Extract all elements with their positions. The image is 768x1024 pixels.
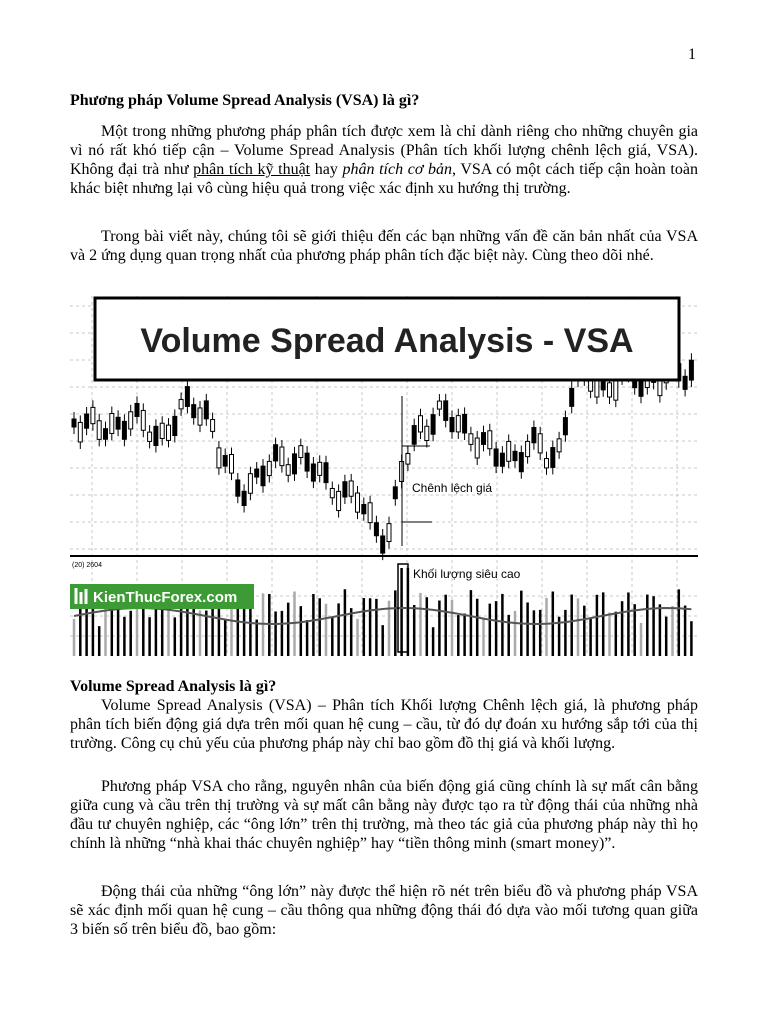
intro-text-c: , VSA có một cách tiếp cận hoàn toàn khác biệt nhưng lại vô cùng hiệu quả trong việc xác định xu hướng thị trường. — [70, 161, 698, 197]
section-paragraph-3: Động thái của những “ông lớn” này được thể hiện rõ nét trên biểu đồ và phương pháp VSA sẽ xác định mối quan hệ cung – cầu thông qua những động thái đó dựa vào mối tương quan giữa 3 biến số trên biểu đồ, bao gồm: — [70, 883, 698, 938]
intro-text-a: Một trong những phương pháp phân tích được xem là chỉ dành riêng cho những chuyên gia vì nó rất khó tiếp cận – Volume Spread Analysis (Phân tích khối lượng chênh lệch giá, VSA). Không đại trà như — [70, 123, 698, 178]
candle — [551, 448, 555, 468]
candle — [299, 446, 303, 458]
candle — [248, 474, 252, 494]
page-title: Phương pháp Volume Spread Analysis (VSA) là gì? — [70, 92, 420, 109]
candle — [135, 403, 139, 416]
candle — [368, 503, 372, 523]
candle — [160, 423, 164, 438]
candle — [261, 466, 265, 486]
candle — [236, 480, 240, 496]
candle — [381, 536, 385, 553]
intro-text-b: hay — [310, 161, 343, 178]
candle — [412, 426, 416, 445]
candle — [475, 438, 479, 458]
candle — [387, 524, 391, 542]
candle — [356, 493, 360, 512]
volume-bars — [74, 568, 691, 656]
candle — [154, 426, 158, 445]
candle — [242, 491, 246, 505]
candle — [639, 380, 643, 396]
candle — [608, 383, 612, 397]
candle — [482, 433, 486, 445]
candle — [223, 456, 227, 467]
page-number: 1 — [688, 46, 696, 63]
section-heading: Volume Spread Analysis là gì? — [70, 678, 277, 695]
indicator-label: (20) 2604 — [72, 562, 102, 569]
candle — [204, 401, 208, 419]
candle — [538, 434, 542, 453]
candle — [230, 454, 234, 473]
intro-paragraph-2: Trong bài viết này, chúng tôi sẽ giới thiệu đến các bạn những vấn đề căn bản nhất của VSA và 2 ứng dụng quan trọng nhất của phương pháp phân tích đặc biệt này. Cùng theo dõi nhé. — [70, 228, 698, 264]
candle — [469, 434, 473, 445]
candle — [104, 429, 108, 440]
candle — [185, 387, 189, 407]
candle — [211, 420, 215, 432]
candle — [337, 491, 341, 510]
candle — [683, 376, 687, 389]
candle — [305, 453, 309, 471]
candle — [343, 482, 347, 497]
candle — [614, 381, 618, 401]
banner-title: Volume Spread Analysis - VSA — [140, 322, 634, 360]
candle — [91, 407, 95, 423]
volume-label: Khối lượng siêu cao — [413, 567, 521, 581]
candle — [526, 441, 530, 456]
candle — [85, 414, 89, 428]
candle — [545, 459, 549, 468]
candle — [425, 426, 429, 440]
candle — [374, 523, 378, 536]
candle — [463, 414, 467, 433]
candle — [267, 461, 271, 475]
spread-label: Chênh lệch giá — [412, 481, 493, 495]
candle — [557, 439, 561, 452]
candle — [500, 453, 504, 466]
candle — [444, 401, 448, 421]
candle — [274, 445, 278, 461]
technical-analysis-link[interactable]: phân tích kỹ thuật — [193, 161, 311, 178]
candle — [488, 431, 492, 449]
candle — [116, 417, 120, 429]
candle — [589, 381, 593, 392]
candle — [255, 469, 259, 477]
candle — [217, 448, 221, 468]
candle — [494, 449, 498, 466]
candle — [563, 418, 567, 435]
candle — [349, 481, 353, 496]
candle — [689, 360, 693, 380]
candle — [330, 488, 334, 497]
candle — [532, 427, 536, 442]
candle — [456, 416, 460, 432]
candle — [419, 416, 423, 432]
candle — [78, 422, 82, 442]
site-logo: KienThucForex.com — [93, 589, 238, 606]
candle — [293, 454, 297, 474]
candle — [286, 465, 290, 476]
candle — [280, 447, 284, 466]
candle — [167, 425, 171, 440]
candle — [519, 453, 523, 472]
fundamental-analysis-text: phân tích cơ bản — [342, 161, 452, 178]
candle — [324, 463, 328, 483]
candle — [362, 504, 366, 513]
candle — [192, 405, 196, 418]
candle — [406, 454, 410, 465]
candle — [318, 462, 322, 475]
candle — [437, 401, 441, 409]
section-paragraph-2: Phương pháp VSA cho rằng, nguyên nhân của biến động giá cũng chính là sự mất cân bằng giữa cung và cầu trên thị trường và sự mất cân bằng này được tạo ra từ động thái của những nhà đầu tư chuyên nghiệp, các “ông lớn” trên thị trường, mà theo tác giả của phương pháp này thì họ chính là những “nhà khai thác chuyên nghiệp” hay “tiền thông minh (smart money)”. — [70, 778, 698, 852]
candle — [513, 451, 517, 460]
candle — [311, 464, 315, 481]
candle — [148, 432, 152, 441]
vsa-figure — [70, 296, 698, 662]
candle — [570, 388, 574, 406]
intro-paragraph-1 — [70, 122, 698, 198]
candle — [507, 441, 511, 461]
candle — [198, 408, 202, 425]
candle — [122, 421, 126, 439]
candle — [110, 413, 114, 433]
section-paragraph-1: Volume Spread Analysis (VSA) – Phân tích Khối lượng Chênh lệch giá, là phương pháp phân tích biến động giá dựa trên mối quan hệ cung – cầu, từ đó dự đoán xu hướng sắp tới của thị trường. Công cụ chủ yếu của phương pháp này chỉ bao gồm đồ thị giá và khối lượng. — [70, 697, 698, 752]
candle — [129, 412, 133, 429]
candle — [72, 419, 76, 427]
candle — [97, 421, 101, 440]
candle — [141, 410, 145, 430]
candle — [173, 416, 177, 435]
candle — [450, 418, 454, 432]
candle — [431, 415, 435, 435]
candle — [179, 400, 183, 409]
candle — [393, 487, 397, 499]
